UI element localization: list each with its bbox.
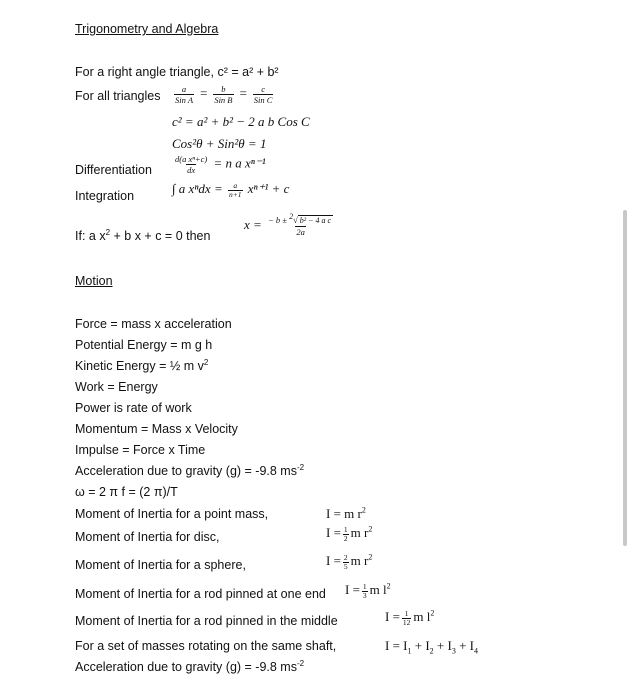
inertia-2-den: 5 <box>343 561 348 571</box>
shaft-label: For a set of masses rotating on the same shaft, <box>75 639 337 653</box>
motion-line-0: Force = mass x acceleration <box>75 317 232 331</box>
inertia-4-rhs: m l <box>413 609 431 624</box>
diff-numerator: d(a xⁿ+c) <box>175 154 208 164</box>
motion-line-6: Impulse = Force x Time <box>75 443 206 457</box>
inertia-4-den: 12 <box>402 617 411 627</box>
integration-formula <box>172 181 289 199</box>
inertia-1-sup: 2 <box>368 524 373 534</box>
quad-denominator: 2a <box>296 227 305 237</box>
inertia-label-2: Moment of Inertia for a sphere, <box>75 558 246 572</box>
inertia-2-sup: 2 <box>368 552 373 562</box>
inertia-3-den: 3 <box>362 590 367 600</box>
int-denominator: n+1 <box>228 189 242 199</box>
sine-rule-sinC: Sin C <box>253 95 273 105</box>
quadratic-line <box>75 229 210 243</box>
inertia-formula-0 <box>326 506 366 522</box>
all-triangles-label: For all triangles <box>75 89 161 103</box>
inertia-label-3: Moment of Inertia for a rod pinned at one end <box>75 587 326 601</box>
motion-line-5: Momentum = Mass x Velocity <box>75 422 238 436</box>
sine-rule-a: a <box>181 84 187 94</box>
shaft-s1: 1 <box>407 646 412 656</box>
sine-rule-b: b <box>221 84 226 94</box>
shaft-formula <box>385 638 478 654</box>
integration-label: Integration <box>75 189 135 203</box>
differentiation-formula <box>172 154 266 175</box>
inertia-formula-3 <box>345 582 391 600</box>
inertia-1-rhs: m r <box>350 525 369 540</box>
quad-root-index: 2 <box>289 212 294 222</box>
inertia-3-rhs: m l <box>369 582 387 597</box>
inertia-label-4: Moment of Inertia for a rod pinned in the middle <box>75 614 338 628</box>
int-rhs: xⁿ⁺¹ + c <box>247 181 290 196</box>
right-angle-line <box>75 65 279 79</box>
shaft-s2: 2 <box>429 646 434 656</box>
right-angle-formula: c² = a² + b² <box>217 65 279 79</box>
motion-line-8: ω = 2 π f = (2 π)/T <box>75 485 178 499</box>
motion-line-7 <box>75 464 304 478</box>
quad-num-pre: − b ± <box>268 215 287 225</box>
sine-rule-sinA: Sin A <box>175 95 194 105</box>
gravity-repeat-text: Acceleration due to gravity (g) = -9.8 ms <box>75 660 297 674</box>
inertia-3-sup: 2 <box>386 581 391 591</box>
motion-line-2-sup: 2 <box>203 357 209 367</box>
motion-line-3: Work = Energy <box>75 380 158 394</box>
sine-rule-sinB: Sin B <box>214 95 233 105</box>
int-numerator: a <box>233 180 238 190</box>
diff-denominator: dx <box>187 165 196 175</box>
quad-radicand: b² − 4 a c <box>299 216 332 225</box>
quadratic-rest: + b x + c = 0 then <box>110 229 211 243</box>
inertia-4-sup: 2 <box>430 608 435 618</box>
quadratic-formula <box>244 212 336 237</box>
quadratic-label: If: a x <box>75 229 106 243</box>
right-angle-label: For a right angle triangle, <box>75 65 218 79</box>
inertia-label-0: Moment of Inertia for a point mass, <box>75 507 269 521</box>
inertia-3-num: 1 <box>362 581 367 591</box>
quad-numerator: − b ± $^2$√ b² − 4 a c <box>268 212 332 225</box>
motion-line-4: Power is rate of work <box>75 401 192 415</box>
vertical-scrollbar[interactable] <box>623 210 627 546</box>
quadratic-sup: 2 <box>105 227 111 237</box>
inertia-label-1: Moment of Inertia for disc, <box>75 530 220 544</box>
section-title-motion: Motion <box>75 274 113 288</box>
inertia-2-num: 2 <box>343 552 348 562</box>
gravity-repeat-sup: -2 <box>296 658 305 668</box>
shaft-s3: 3 <box>451 646 456 656</box>
inertia-3-lhs: I = <box>345 582 360 597</box>
inertia-0-sup: 2 <box>361 505 366 515</box>
cosine-rule: c² = a² + b² − 2 a b Cos C <box>172 114 310 129</box>
section-title-trig: Trigonometry and Algebra <box>75 22 219 36</box>
motion-line-7-text: Acceleration due to gravity (g) = -9.8 ms <box>75 464 297 478</box>
motion-line-2 <box>75 359 208 373</box>
inertia-4-num: 1 <box>404 608 409 618</box>
sine-rule <box>172 84 275 105</box>
motion-line-1: Potential Energy = m g h <box>75 338 213 352</box>
inertia-1-den: 2 <box>343 533 348 543</box>
gravity-line-repeat <box>75 660 304 674</box>
inertia-4-lhs: I = <box>385 609 400 624</box>
inertia-2-rhs: m r <box>350 553 369 568</box>
sine-rule-eq1: = <box>199 85 209 101</box>
sine-rule-eq2: = <box>238 85 248 101</box>
sine-rule-c: c <box>261 84 265 94</box>
inertia-0-lhs: I = m r <box>326 506 362 521</box>
inertia-1-lhs: I = <box>326 525 341 540</box>
shaft-s4: 4 <box>474 646 479 656</box>
shaft-p3: + I <box>455 638 475 653</box>
shaft-p1: + I <box>411 638 430 653</box>
inertia-2-lhs: I = <box>326 553 341 568</box>
inertia-formula-1 <box>326 525 372 543</box>
shaft-I: I = I <box>385 638 408 653</box>
inertia-formula-4 <box>385 609 434 627</box>
diff-rhs: = n a xⁿ⁻¹ <box>213 155 266 171</box>
quad-lhs: x = <box>244 216 262 232</box>
int-lhs: ∫ a xⁿdx = <box>172 181 223 196</box>
inertia-1-num: 1 <box>343 524 348 534</box>
motion-line-2-text: Kinetic Energy = ½ m v <box>75 359 204 373</box>
differentiation-label: Differentiation <box>75 163 152 177</box>
motion-line-7-sup: -2 <box>296 462 305 472</box>
trig-identity: Cos²θ + Sin²θ = 1 <box>172 136 267 151</box>
inertia-formula-2 <box>326 553 372 571</box>
shaft-p2: + I <box>433 638 452 653</box>
